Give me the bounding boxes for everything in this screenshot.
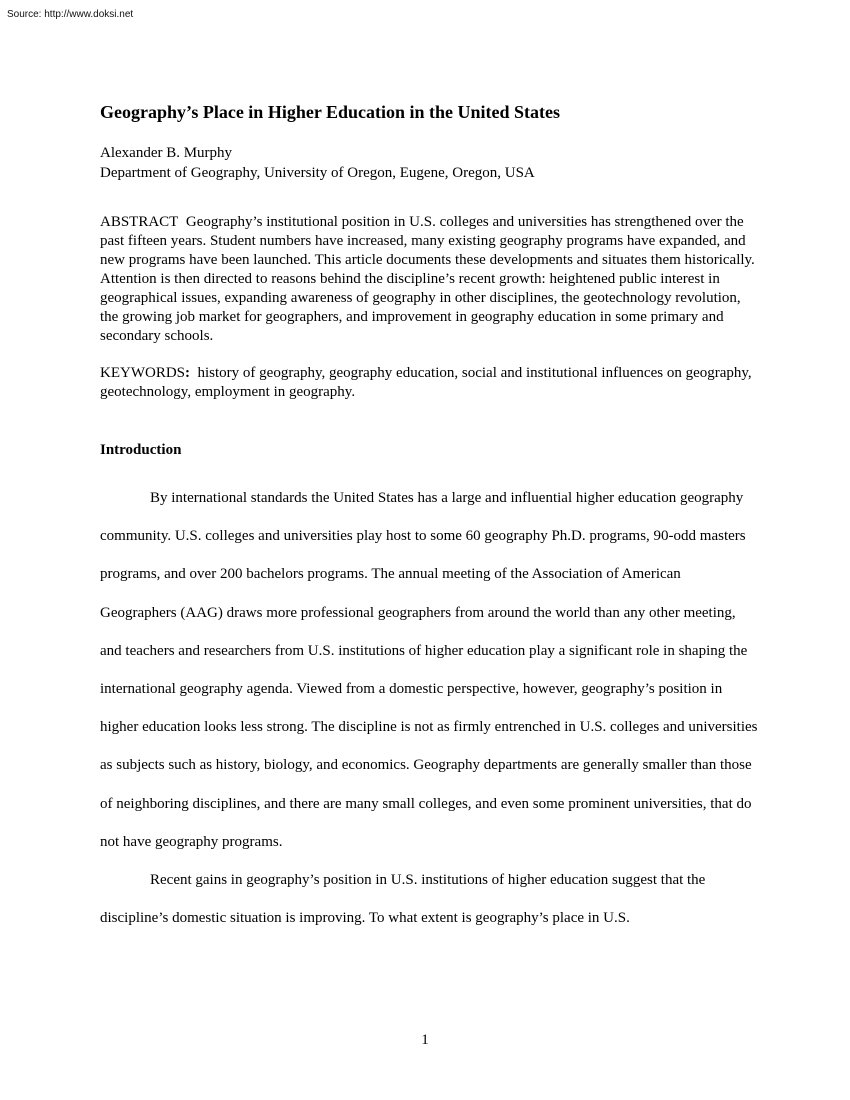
keywords-colon: : xyxy=(185,365,190,381)
keywords-text: history of geography, geography education, social and institutional influences on geography, geotechnology, employment in geography. xyxy=(100,365,752,400)
section-heading-introduction: Introduction xyxy=(100,442,182,458)
page-number: 1 xyxy=(421,1032,429,1048)
paper-page xyxy=(100,100,760,937)
abstract-text: Geography’s institutional position in U.S. colleges and universities has strengthened over the past fifteen years. Student numbers have increased, many existing geography programs have expanded, and new programs have been launched. This article documents these developments and situates them historically. Attention is then directed to reasons behind the discipline’s recent growth: heightened public interest in geographical issues, expanding awareness of geography in other disciplines, the geotechnology revolution, the growing job market for geographers, and improvement in geography education in some primary and secondary schools. xyxy=(100,214,755,344)
author-block xyxy=(100,143,760,183)
body-paragraph: By international standards the United States has a large and influential higher education geography community. U.S. colleges and universities play host to some 60 geography Ph.D. programs, 90-odd masters programs, and over 200 bachelors programs. The annual meeting of the Association of American Geographers (AAG) draws more professional geographers from around the world than any other meeting, and teachers and researchers from U.S. institutions of higher education play a significant role in shaping the international geography agenda. Viewed from a domestic perspective, however, geography’s position in higher education looks less strong. The discipline is not as firmly entrenched in U.S. colleges and universities as subjects such as history, biology, and economics. Geography departments are generally smaller than those of neighboring disciplines, and there are many small colleges, and even some prominent universities, that do not have geography programs. xyxy=(100,490,758,850)
abstract xyxy=(100,213,760,346)
keywords xyxy=(100,364,760,402)
abstract-label: ABSTRACT xyxy=(100,214,179,230)
author-affiliation: Department of Geography, University of Oregon, Eugene, Oregon, USA xyxy=(100,165,535,181)
source-label: Source: http://www.doksi.net xyxy=(7,9,134,20)
paper-title: Geography’s Place in Higher Education in the United States xyxy=(100,102,561,122)
author-name: Alexander B. Murphy xyxy=(100,145,233,161)
body-paragraph: Recent gains in geography’s position in U.S. institutions of higher education suggest that the discipline’s domestic situation is improving. To what extent is geography’s place in U.S. xyxy=(100,872,706,927)
keywords-label: KEYWORDS xyxy=(100,365,185,381)
